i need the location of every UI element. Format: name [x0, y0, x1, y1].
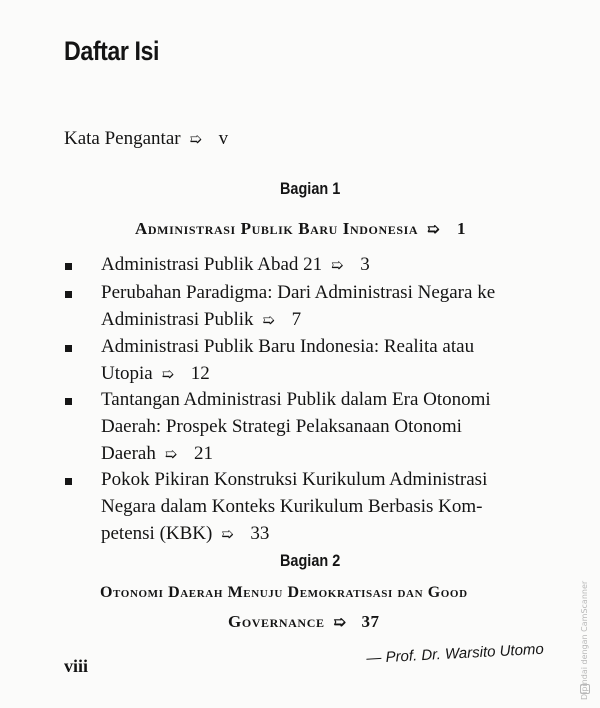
- arrow-right-icon: ➯: [330, 258, 344, 274]
- part-heading-2: Bagian 2: [280, 551, 341, 570]
- toc-entry-line: Daerah: Prospek Strategi Pelaksanaan Otonomi: [101, 416, 462, 437]
- arrow-right-icon: ➯: [164, 447, 178, 463]
- bullet-icon: [65, 263, 72, 270]
- part-title-1[interactable]: [135, 219, 466, 239]
- part-title-text: Otonomi Daerah Menuju Demokratisasi dan Good: [100, 584, 468, 601]
- toc-entry-label: Kata Pengantar: [64, 128, 181, 149]
- toc-page-number: 7: [291, 309, 302, 330]
- arrow-right-icon: ➯: [262, 313, 275, 329]
- scanner-watermark: Dipindai dengan CamScanner: [580, 580, 589, 700]
- toc-entry-line: Utopia: [101, 363, 153, 384]
- arrow-right-icon: ➯: [221, 527, 234, 543]
- part-title-text: Governance: [228, 612, 325, 631]
- toc-entry[interactable]: [101, 282, 557, 336]
- toc-entry[interactable]: [101, 254, 557, 280]
- footer-author: — Prof. Dr. Warsito Utomo: [366, 640, 545, 667]
- toc-entry-line: Perubahan Paradigma: Dari Administrasi Negara ke: [101, 282, 496, 303]
- toc-page-number: 12: [190, 363, 210, 384]
- arrow-right-icon: ➯: [333, 615, 347, 631]
- toc-entry-line: Negara dalam Konteks Kurikulum Berbasis Kom-: [101, 496, 483, 517]
- toc-page-number: 1: [457, 219, 467, 238]
- part-title-2[interactable]: [100, 584, 468, 602]
- toc-page-number: v: [218, 128, 229, 149]
- page-title: Daftar Isi: [64, 36, 160, 66]
- bullet-icon: [65, 345, 72, 352]
- arrow-right-icon: ➯: [427, 222, 441, 238]
- toc-entry[interactable]: [101, 336, 557, 390]
- toc-entry-line: Administrasi Publik Baru Indonesia: Realita atau: [101, 336, 475, 357]
- toc-entry-line: Pokok Pikiran Konstruksi Kurikulum Administrasi: [101, 469, 488, 490]
- bullet-icon: [65, 478, 72, 485]
- toc-entry-kata-pengantar[interactable]: [64, 128, 228, 150]
- toc-page-number: 21: [193, 443, 213, 464]
- toc-entry-line: Administrasi Publik Abad 21: [101, 254, 323, 275]
- toc-page-number: 33: [250, 523, 270, 544]
- toc-entry-line: petensi (KBK): [101, 523, 213, 544]
- toc-entry[interactable]: [101, 389, 557, 470]
- toc-page-number: 37: [361, 612, 380, 631]
- bullet-icon: [65, 291, 72, 298]
- part-heading-1: Bagian 1: [280, 179, 341, 198]
- footer-page-number: viii: [64, 656, 89, 676]
- toc-page-number: 3: [360, 254, 370, 275]
- bullet-icon: [65, 398, 72, 405]
- toc-entry[interactable]: [101, 469, 557, 550]
- toc-entry-line: Administrasi Publik: [101, 309, 254, 330]
- toc-entry-line: Tantangan Administrasi Publik dalam Era Otonomi: [101, 389, 491, 410]
- arrow-right-icon: ➯: [161, 367, 175, 383]
- part-title-2-continued[interactable]: [228, 612, 380, 632]
- arrow-right-icon: ➯: [189, 132, 202, 148]
- toc-entry-line: Daerah: [101, 443, 156, 464]
- part-title-text: Administrasi Publik Baru Indonesia: [135, 219, 419, 238]
